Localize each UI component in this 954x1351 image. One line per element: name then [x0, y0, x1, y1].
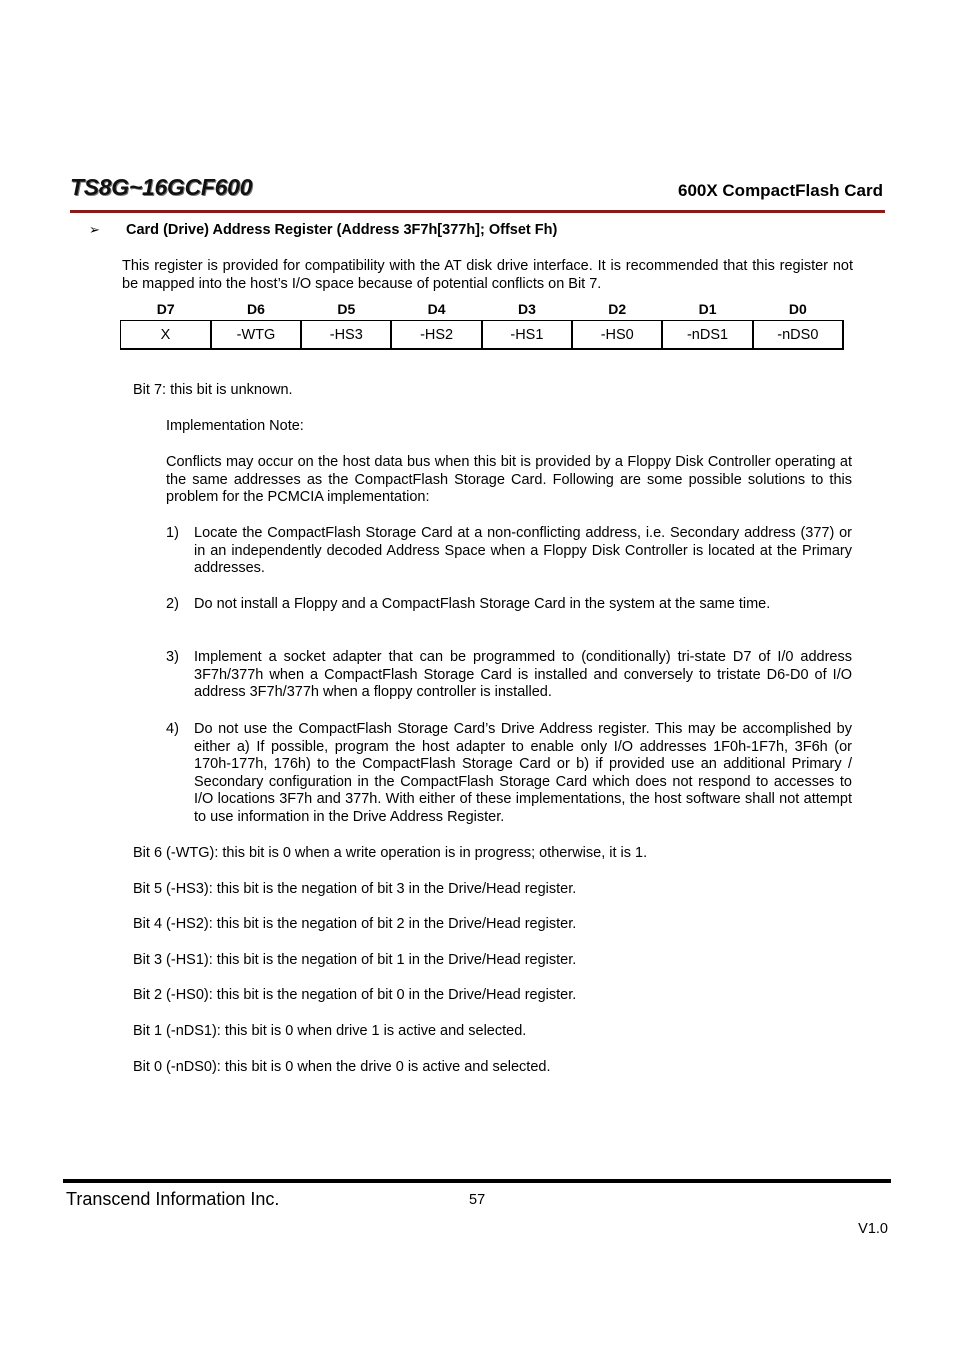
- bit-header: D7: [156, 301, 175, 317]
- bit7-description: Bit 7: this bit is unknown.: [133, 382, 293, 398]
- bit5-description: Bit 5 (-HS3): this bit is the negation of bit 3 in the Drive/Head register.: [133, 881, 577, 897]
- page-number: 57: [469, 1192, 486, 1208]
- bit-value-cell: -WTG: [211, 321, 301, 350]
- bit-value-cell: -HS1: [482, 321, 572, 350]
- bit-value-cell: -nDS1: [662, 321, 752, 350]
- bit-value-cell: -HS0: [572, 321, 662, 350]
- company-name: Transcend Information Inc.: [66, 1189, 280, 1209]
- register-bit-table: [120, 298, 844, 350]
- bit6-description: Bit 6 (-WTG): this bit is 0 when a write operation is in progress; otherwise, it is 1.: [133, 845, 648, 861]
- bit2-description: Bit 2 (-HS0): this bit is the negation of bit 0 in the Drive/Head register.: [133, 987, 577, 1003]
- bit-value-cell: -HS2: [391, 321, 481, 350]
- bit-value-cell: -nDS0: [753, 321, 843, 350]
- section-heading: Card (Drive) Address Register (Address 3F7h[377h]; Offset Fh): [126, 222, 558, 238]
- list-number: 1): [166, 525, 179, 541]
- bit-header: D5: [337, 301, 356, 317]
- bit0-description: Bit 0 (-nDS0): this bit is 0 when the drive 0 is active and selected.: [133, 1059, 551, 1075]
- list-item: Implement a socket adapter that can be programmed to (conditionally) tri-state D7 of I/0 address 3F7h/377h when a CompactFlash Storage Card is installed and conversely to tristate D6-D0 of I/O address 3F7h/377h when a floppy controller is installed.: [194, 649, 852, 700]
- bit-header: D6: [247, 301, 265, 317]
- bit-value-cell: X: [121, 321, 211, 350]
- footer-divider: [63, 1179, 891, 1183]
- list-number: 4): [166, 721, 179, 737]
- bit3-description: Bit 3 (-HS1): this bit is the negation of bit 1 in the Drive/Head register.: [133, 952, 577, 968]
- bit-header: D1: [698, 301, 717, 317]
- document-subtitle: 600X CompactFlash Card: [677, 181, 883, 200]
- product-title: TS8G~16GCF600: [70, 174, 253, 200]
- bit-header-row: [121, 298, 844, 321]
- document-version: V1.0: [858, 1221, 888, 1237]
- implementation-note-label: Implementation Note:: [166, 418, 304, 434]
- list-item: Do not use the CompactFlash Storage Card’s Drive Address register. This may be accomplished by either a) If possible, program the host adapter to enable only I/O addresses 1F0h-1F7h, 3F6h (or 170h-177h, 176h) to the CompactFlash Storage Card or b) if provided use an additional Primary / Secondary configuration in the CompactFlash Storage Card which does not respond to accesses to I/O locations 3F7h and 377h. With either of these implementations, the host software shall not attempt to use information in the Drive Address Register.: [194, 721, 852, 825]
- bit1-description: Bit 1 (-nDS1): this bit is 0 when drive 1 is active and selected.: [133, 1023, 527, 1039]
- bit-header: D4: [427, 301, 446, 317]
- bit-value-row: [121, 321, 844, 350]
- conflicts-paragraph: Conflicts may occur on the host data bus when this bit is provided by a Floppy Disk Controller operating at the same addresses as the CompactFlash Storage Card. Following are some possible solutions to this problem for the PCMCIA implementation:: [166, 454, 852, 505]
- bit4-description: Bit 4 (-HS2): this bit is the negation of bit 2 in the Drive/Head register.: [133, 916, 577, 932]
- bit-value-cell: -HS3: [301, 321, 391, 350]
- bit-header: D2: [608, 301, 627, 317]
- bullet-arrow-icon: ➢: [89, 222, 100, 237]
- list-item: Locate the CompactFlash Storage Card at a non-conflicting address, i.e. Secondary address (377) or in an independently decoded Address Space when a Floppy Disk Controller is located at the Primary addresses.: [194, 525, 852, 576]
- list-item: Do not install a Floppy and a CompactFlash Storage Card in the system at the same time.: [194, 596, 771, 612]
- bit-header: D0: [788, 301, 807, 317]
- header-divider: [70, 210, 885, 213]
- bit-header: D3: [517, 301, 536, 317]
- list-number: 3): [166, 649, 179, 665]
- intro-paragraph: This register is provided for compatibility with the AT disk drive interface. It is recommended that this register not be mapped into the host’s I/O space because of potential conflicts on Bit 7.: [122, 258, 853, 292]
- list-number: 2): [166, 596, 179, 612]
